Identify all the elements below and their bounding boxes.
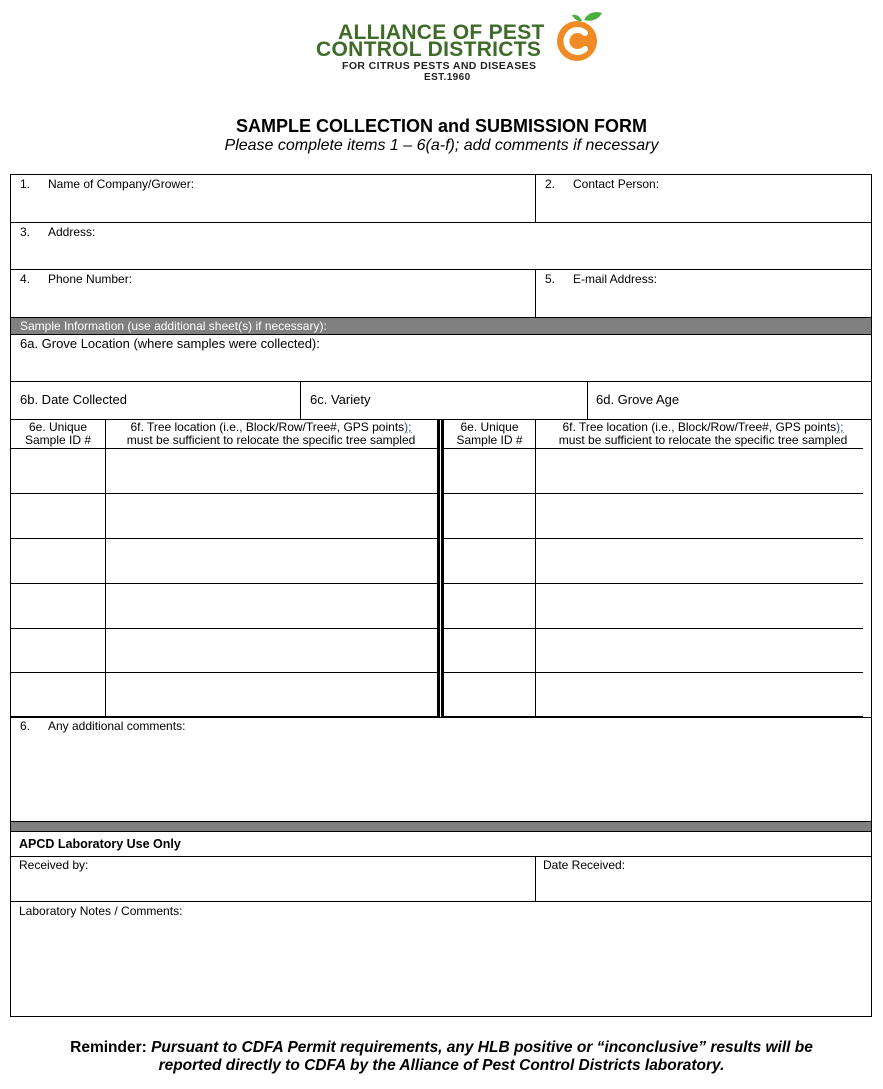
col-loc-line1: 6f. Tree location (i.e., Block/Row/Tree#, GPS points xyxy=(130,420,405,434)
sample-table xyxy=(11,420,871,717)
email-num: 5. xyxy=(545,272,556,286)
col-id-line2: Sample ID # xyxy=(456,433,523,447)
lab-title: APCD Laboratory Use Only xyxy=(19,837,181,851)
sample-info-section-header xyxy=(11,318,871,335)
tree-location-cell-right[interactable] xyxy=(536,673,863,716)
contact-field[interactable] xyxy=(536,175,871,222)
form-title: SAMPLE COLLECTION and SUBMISSION FORM xyxy=(235,116,647,136)
date-collected-field[interactable] xyxy=(11,382,301,419)
tree-location-cell-left[interactable] xyxy=(106,494,437,538)
col-id-line1: 6e. Unique xyxy=(28,420,88,434)
row-received xyxy=(11,857,871,902)
tree-location-cell-left[interactable] xyxy=(106,539,437,583)
col-loc-mark: ); xyxy=(404,420,412,434)
company-label: Name of Company/Grower: xyxy=(48,177,195,191)
form-subtitle: Please complete items 1 – 6(a-f); add comments if necessary xyxy=(224,137,659,154)
address-label: Address: xyxy=(48,225,96,239)
sample-info-label: Sample Information (use additional sheet(s) if necessary): xyxy=(20,319,327,333)
received-by-label: Received by: xyxy=(19,858,89,872)
orange-c-icon xyxy=(552,8,608,64)
lab-section-divider xyxy=(11,822,871,832)
phone-num: 4. xyxy=(20,272,31,286)
tree-location-cell-right[interactable] xyxy=(536,494,863,538)
col-header-id-right xyxy=(444,420,535,448)
tree-location-cell-left[interactable] xyxy=(106,449,437,493)
phone-label: Phone Number: xyxy=(48,272,133,286)
col-loc-line1: 6f. Tree location (i.e., Block/Row/Tree#, GPS points xyxy=(562,420,837,434)
grove-age-label: 6d. Grove Age xyxy=(596,392,680,407)
col-header-location-right xyxy=(535,420,871,448)
sample-id-cell-left[interactable] xyxy=(12,449,105,493)
company-field[interactable] xyxy=(11,175,536,222)
sample-id-cell-right[interactable] xyxy=(445,449,535,493)
reminder-label: Reminder: xyxy=(70,1039,147,1056)
logo-tagline: FOR CITRUS PESTS AND DISEASES xyxy=(342,60,537,72)
col-loc-line2: must be sufficient to relocate the specific tree sampled xyxy=(126,433,416,447)
address-field[interactable] xyxy=(11,223,871,270)
logo-established: EST.1960 xyxy=(424,72,471,83)
variety-label: 6c. Variety xyxy=(310,392,371,407)
lab-notes-label: Laboratory Notes / Comments: xyxy=(19,904,183,918)
tree-location-cell-right[interactable] xyxy=(536,539,863,583)
contact-label: Contact Person: xyxy=(573,177,660,191)
sample-id-cell-left[interactable] xyxy=(12,629,105,672)
comments-num: 6. xyxy=(20,719,31,733)
date-collected-label: 6b. Date Collected xyxy=(20,392,127,407)
tree-location-cell-right[interactable] xyxy=(536,449,863,493)
additional-comments-field[interactable] xyxy=(11,717,871,822)
comments-label: Any additional comments: xyxy=(48,719,186,733)
lab-section-header xyxy=(11,832,871,857)
email-label: E-mail Address: xyxy=(573,272,658,286)
sample-id-cell-right[interactable] xyxy=(445,673,535,716)
company-num: 1. xyxy=(20,177,31,191)
sample-id-cell-left[interactable] xyxy=(12,673,105,716)
grove-location-label: 6a. Grove Location (where samples were collected): xyxy=(20,336,320,351)
variety-field[interactable] xyxy=(301,382,588,419)
tree-location-cell-right[interactable] xyxy=(536,629,863,672)
tree-location-cell-left[interactable] xyxy=(106,584,437,628)
row-company-contact xyxy=(11,175,871,223)
col-header-location-left xyxy=(105,420,437,448)
grove-age-field[interactable] xyxy=(588,382,871,419)
col-loc-line2: must be sufficient to relocate the specific tree sampled xyxy=(558,433,848,447)
col-id-line1: 6e. Unique xyxy=(460,420,519,434)
tree-location-cell-right[interactable] xyxy=(536,584,863,628)
email-field[interactable] xyxy=(536,270,871,317)
sample-id-cell-left[interactable] xyxy=(12,584,105,628)
col-id-line2: Sample ID # xyxy=(24,433,92,447)
sample-id-cell-left[interactable] xyxy=(12,494,105,538)
tree-location-cell-left[interactable] xyxy=(106,673,437,716)
reminder-note xyxy=(0,1039,883,1075)
reminder-line-2: reported directly to CDFA by the Alliance of Pest Control Districts laboratory. xyxy=(158,1057,725,1074)
received-by-field[interactable] xyxy=(11,857,536,901)
date-received-field[interactable] xyxy=(536,857,871,901)
lab-notes-field[interactable] xyxy=(11,902,871,1017)
sample-id-cell-left[interactable] xyxy=(12,539,105,583)
logo-line-1: ALLIANCE OF PEST xyxy=(338,21,545,44)
sample-id-cell-right[interactable] xyxy=(445,539,535,583)
logo-line-2: CONTROL DISTRICTS xyxy=(316,38,542,61)
col-loc-mark: ); xyxy=(836,420,844,434)
sample-form xyxy=(10,174,872,1017)
row-phone-email xyxy=(11,270,871,318)
sample-id-cell-right[interactable] xyxy=(445,629,535,672)
sample-id-cell-right[interactable] xyxy=(445,494,535,538)
phone-field[interactable] xyxy=(11,270,536,317)
contact-num: 2. xyxy=(545,177,556,191)
apcd-logo xyxy=(316,8,608,88)
date-received-label: Date Received: xyxy=(543,858,626,872)
tree-location-cell-left[interactable] xyxy=(106,629,437,672)
reminder-line-1: Pursuant to CDFA Permit requirements, any HLB positive or “inconclusive” results will be xyxy=(151,1039,813,1056)
grove-location-field[interactable] xyxy=(11,335,871,382)
col-header-id-left xyxy=(11,420,105,448)
row-date-variety-age xyxy=(11,382,871,420)
address-num: 3. xyxy=(20,225,31,239)
sample-id-cell-right[interactable] xyxy=(445,584,535,628)
double-divider xyxy=(437,420,444,717)
